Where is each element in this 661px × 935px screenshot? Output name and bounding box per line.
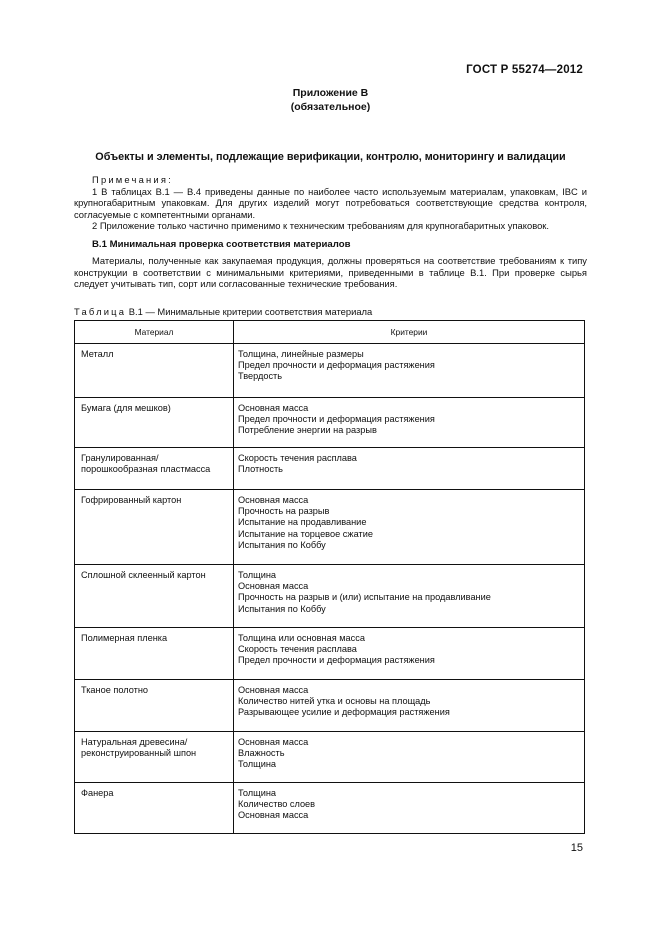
notes-title: Примечания: bbox=[92, 174, 173, 185]
criteria-cell bbox=[234, 783, 585, 834]
criterion: Испытание на продавливание bbox=[238, 517, 367, 528]
criteria-cell bbox=[234, 628, 585, 680]
criteria-cell bbox=[234, 398, 585, 448]
material-cell: Бумага (для мешков) bbox=[75, 398, 234, 448]
criterion: Скорость течения расплава bbox=[238, 644, 357, 655]
criterion: Основная масса bbox=[238, 737, 309, 747]
criterion: Толщина или основная масса bbox=[238, 633, 365, 643]
criteria-cell bbox=[234, 565, 585, 628]
col-material-header: Материал bbox=[75, 321, 234, 344]
criterion: Количество слоев bbox=[238, 799, 316, 810]
criteria-cell bbox=[234, 732, 585, 783]
col-criteria-header: Критерии bbox=[234, 321, 585, 344]
criteria-cell bbox=[234, 448, 585, 490]
criterion: Количество нитей утка и основы на площадь bbox=[238, 696, 431, 707]
criterion: Потребление энергии на разрыв bbox=[238, 425, 377, 436]
criterion: Скорость течения расплава bbox=[238, 453, 357, 463]
table-caption-text: В.1 — Минимальные критерии соответствия материала bbox=[126, 306, 373, 317]
criterion: Разрывающее усилие и деформация растяжения bbox=[238, 707, 450, 718]
material-cell: Гофрированный картон bbox=[75, 490, 234, 565]
table-row bbox=[75, 490, 585, 565]
criterion: Предел прочности и деформация растяжения bbox=[238, 655, 435, 666]
criterion: Испытания по Коббу bbox=[238, 603, 326, 614]
criterion: Плотность bbox=[238, 464, 283, 475]
criteria-cell bbox=[234, 490, 585, 565]
table-caption-prefix: Таблица bbox=[74, 306, 127, 317]
section-paragraph: Материалы, полученные как закупаемая продукция, должны проверяться на соответствие требованиям к типу конструкции в соответствии с минимальными критериями, приведенными в таблице В.1. При проверке сырья следует учитывать тип, сорт или согласованные технические требования. bbox=[74, 255, 587, 290]
document-code: ГОСТ Р 55274—2012 bbox=[466, 64, 583, 76]
material-cell: Сплошной склеенный картон bbox=[75, 565, 234, 628]
table-row bbox=[75, 783, 585, 834]
criterion: Прочность на разрыв и (или) испытание на продавливание bbox=[238, 592, 491, 603]
criterion: Предел прочности и деформация растяжения bbox=[238, 414, 435, 425]
table-row bbox=[75, 628, 585, 680]
note-2: 2 Приложение только частично применимо к техническим требованиям для крупногабаритных упаковок. bbox=[92, 220, 549, 232]
criterion: Влажность bbox=[238, 748, 285, 759]
criterion: Твердость bbox=[238, 371, 283, 382]
section-heading: В.1 Минимальная проверка соответствия материалов bbox=[92, 239, 351, 250]
criterion: Предел прочности и деформация растяжения bbox=[238, 360, 435, 371]
material-cell: Тканое полотно bbox=[75, 680, 234, 732]
table-row bbox=[75, 448, 585, 490]
criterion: Толщина bbox=[238, 570, 277, 580]
table-row bbox=[75, 398, 585, 448]
table-header-row bbox=[75, 321, 585, 344]
material-cell: Металл bbox=[75, 344, 234, 398]
criteria-cell bbox=[234, 344, 585, 398]
material-cell: Натуральная древесина/реконструированный шпон bbox=[75, 732, 234, 783]
material-cell: Фанера bbox=[75, 783, 234, 834]
main-title: Объекты и элементы, подлежащие верификации, контролю, мониторингу и валидации bbox=[95, 151, 566, 163]
criteria-table bbox=[74, 320, 585, 834]
criterion: Основная масса bbox=[238, 403, 309, 413]
notes-block bbox=[74, 174, 587, 232]
criterion: Испытание на торцевое сжатие bbox=[238, 528, 373, 539]
note-1: 1 В таблицах В.1 — В.4 приведены данные по наиболее часто используемым материалам, упаковкам, IBC и крупногабаритным упаковкам. Для других изделий могут потребоваться соответствующие средства контроля, согласуемые с компетентными органами. bbox=[74, 185, 587, 220]
material-cell: Полимерная пленка bbox=[75, 628, 234, 680]
criterion: Основная масса bbox=[238, 685, 309, 695]
annex-heading bbox=[0, 86, 661, 114]
annex-status: (обязательное) bbox=[290, 101, 371, 113]
criterion: Основная масса bbox=[238, 495, 309, 505]
material-cell: Гранулированная/порошкообразная пластмасса bbox=[75, 448, 234, 490]
criterion: Основная масса bbox=[238, 581, 309, 592]
criterion: Испытания по Коббу bbox=[238, 539, 326, 550]
annex-title: Приложение В bbox=[292, 87, 369, 99]
criterion: Толщина, линейные размеры bbox=[238, 349, 364, 359]
table-row bbox=[75, 680, 585, 732]
criterion: Толщина bbox=[238, 788, 277, 798]
table-row bbox=[75, 344, 585, 398]
criterion: Толщина bbox=[238, 759, 277, 770]
criterion: Основная масса bbox=[238, 810, 309, 821]
table-row bbox=[75, 565, 585, 628]
table-row bbox=[75, 732, 585, 783]
criterion: Прочность на разрыв bbox=[238, 506, 330, 517]
criteria-cell bbox=[234, 680, 585, 732]
table-caption bbox=[74, 306, 372, 317]
page-number: 15 bbox=[570, 842, 583, 854]
